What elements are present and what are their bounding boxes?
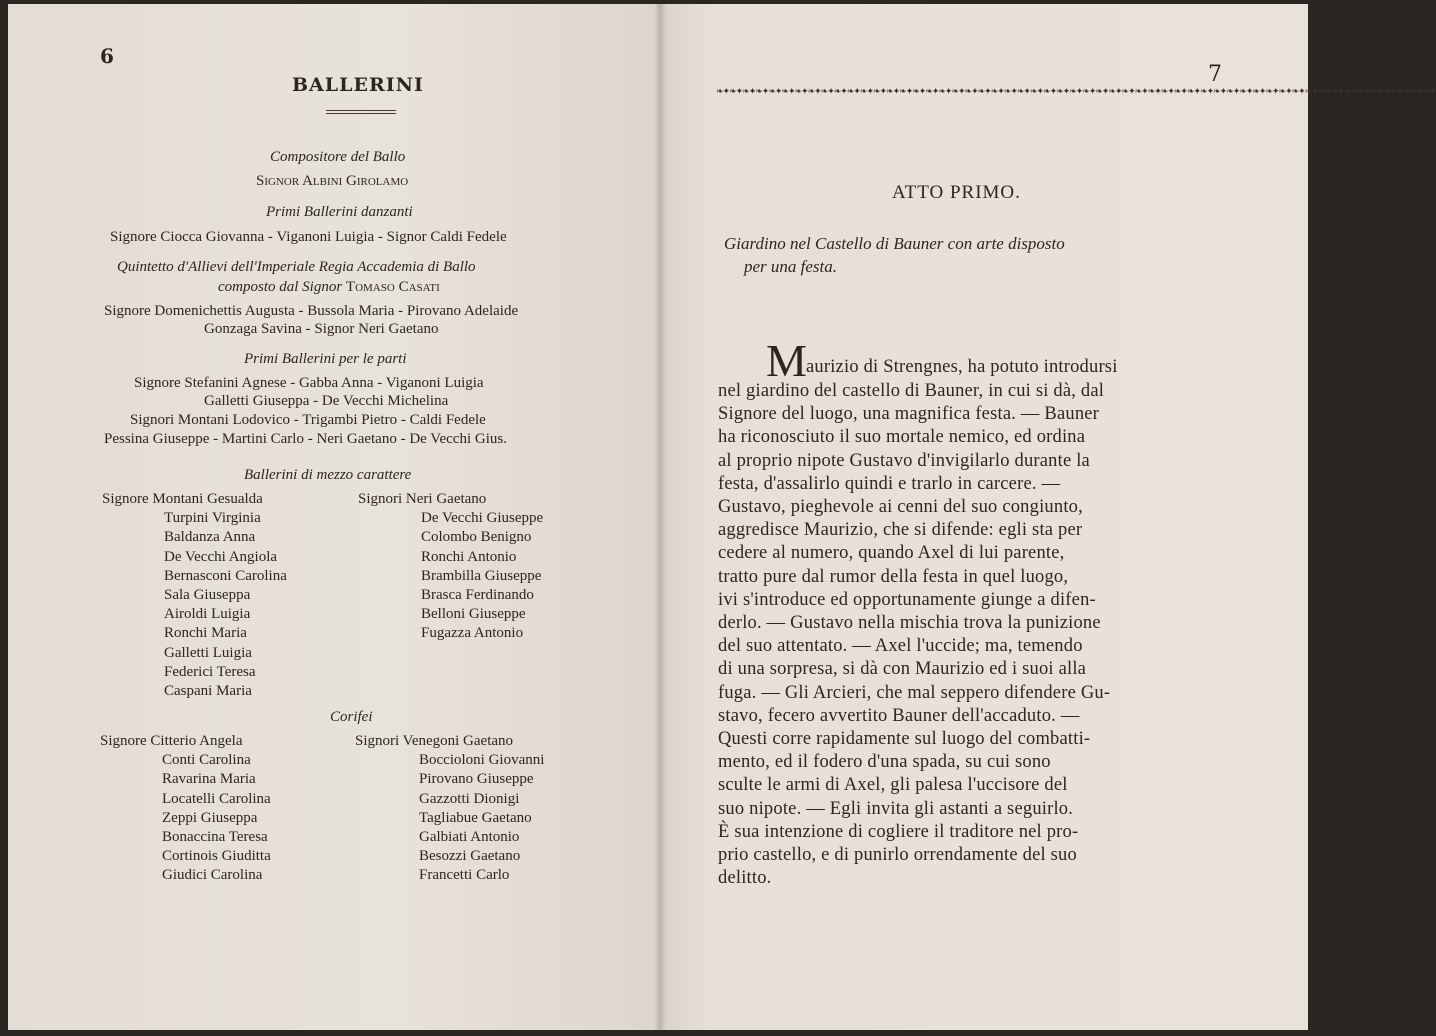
corifeo-name: Boccioloni Giovanni [419, 752, 545, 769]
heading-rule [326, 110, 396, 116]
dancer-name: Federici Teresa [164, 663, 256, 680]
body-line: di una sorpresa, si dà con Maurizio ed i suoi alla [718, 659, 1087, 680]
body-line: ha riconosciuto il suo mortale nemico, ed ordina [718, 427, 1086, 448]
quintetto-composer-name: Tomaso Casati [345, 279, 440, 295]
body-line: sculte le armi di Axel, gli palesa l'uccisore del [718, 775, 1068, 796]
primi-parti-line: Pessina Giuseppe - Martini Carlo - Neri Gaetano - De Vecchi Gius. [104, 431, 507, 447]
body-line: festa, d'assalirlo quindi e trarlo in carcere. — [718, 473, 1061, 494]
corifeo-name: Signore Citterio Angela [100, 733, 243, 749]
primi-danzanti-line: Signore Ciocca Giovanna - Viganoni Luigia - Signor Caldi Fedele [110, 229, 507, 245]
dancer-name: Fugazza Antonio [421, 625, 524, 642]
corifeo-name: Giudici Carolina [162, 867, 263, 884]
corifeo-name: Tagliabue Gaetano [419, 809, 532, 826]
quintetto-composed-by: composto dal Signor [218, 279, 343, 295]
scene-description-1: Giardino nel Castello di Bauner con arte disposto [724, 234, 1065, 253]
page-number-right: 7 [1208, 62, 1222, 87]
dancer-name: De Vecchi Angiola [164, 548, 278, 565]
body-line: tratto pure dal rumor della festa in quel luogo, [718, 566, 1069, 587]
page-number-left: 6 [100, 44, 114, 68]
dancer-name: Sala Giuseppa [164, 587, 251, 603]
dancer-name: De Vecchi Giuseppe [421, 510, 544, 527]
book-gutter [654, 4, 666, 1030]
body-line: Signore del luogo, una magnifica festa. — Bauner [718, 404, 1100, 425]
body-line: aggredisce Maurizio, che si difende: egli sta per [718, 520, 1083, 541]
body-line: al proprio nipote Gustavo d'invigilarlo durante la [718, 450, 1090, 471]
dancer-name: Signori Neri Gaetano [358, 491, 487, 507]
corifeo-name: Besozzi Gaetano [419, 848, 521, 865]
primi-parti-label: Primi Ballerini per le parti [244, 351, 407, 367]
body-line: fuga. — Gli Arcieri, che mal seppero difendere Gu- [718, 682, 1111, 703]
act-title: ATTO PRIMO. [892, 182, 1021, 203]
corifeo-name: Zeppi Giuseppa [162, 809, 258, 826]
body-line: derlo. — Gustavo nella mischia trova la punizione [718, 613, 1101, 633]
corifeo-name: Conti Carolina [162, 752, 251, 769]
dancer-name: Airoldi Luigia [164, 606, 251, 623]
body-line: Gustavo, pieghevole ai cenni del suo congiunto, [718, 497, 1083, 517]
body-line: stavo, fecero avvertito Bauner dell'accaduto. — [718, 705, 1080, 726]
body-line: nel giardino del castello di Bauner, in cui si dà, dal [718, 381, 1105, 401]
corifeo-name: Pirovano Giuseppe [419, 771, 534, 788]
dancer-name: Bernasconi Carolina [164, 567, 287, 584]
ornamental-border: ❧✦❧✦❧✦❧✦❧✦❧✦❧✦❧✦❧✦❧✦❧✦❧✦❧✦❧✦❧✦❧✦❧✦❧✦❧✦❧✦❧✦❧✦❧✦❧✦❧✦❧✦❧✦❧✦❧✦❧✦❧✦❧✦❧✦❧✦❧✦❧✦❧✦❧✦❧✦❧✦❧✦❧✦❧✦❧✦❧✦❧✦❧✦❧✦❧✦❧✦❧✦❧✦❧✦❧✦❧✦ [716, 87, 1436, 97]
dancer-name: Signore Montani Gesualda [102, 491, 263, 507]
dancer-name: Baldanza Anna [164, 529, 256, 546]
body-line: suo nipote. — Egli invita gli astanti a seguirlo. [718, 798, 1074, 819]
dancer-name: Turpini Virginia [164, 510, 261, 527]
body-line: delitto. [718, 868, 772, 889]
mezzo-label: Ballerini di mezzo carattere [244, 467, 412, 483]
quintetto-members-1: Signore Domenichettis Augusta - Bussola Maria - Pirovano Adelaide [104, 303, 519, 319]
body-line: mento, ed il fodero d'una spada, su cui sono [718, 752, 1051, 773]
corifeo-name: Francetti Carlo [419, 867, 510, 884]
dancer-name: Brambilla Giuseppe [421, 567, 542, 584]
dancer-name: Caspani Maria [164, 683, 252, 699]
drop-cap: M [766, 335, 807, 386]
body-line: cedere al numero, quando Axel di lui parente, [718, 543, 1065, 564]
corifeo-name: Gazzotti Dionigi [419, 790, 520, 807]
dancer-name: Brasca Ferdinando [421, 587, 534, 603]
corifeo-name: Signori Venegoni Gaetano [355, 733, 514, 749]
primi-parti-line: Galletti Giuseppa - De Vecchi Michelina [204, 393, 449, 409]
corifeo-name: Ravarina Maria [162, 771, 256, 788]
scene-description-2: per una festa. [744, 257, 838, 276]
quintetto-line-2 [218, 278, 440, 296]
body-first-line: aurizio di Strengnes, ha potuto introdursi [806, 357, 1118, 377]
corifeo-name: Bonaccina Teresa [162, 829, 268, 845]
page-heading: BALLERINI [292, 74, 424, 96]
quintetto-line-1: Quintetto d'Allievi dell'Imperiale Regia Accademia di Ballo [117, 259, 476, 275]
corifeo-name: Galbiati Antonio [419, 829, 520, 845]
composer-name: Signor Albini Girolamo [256, 173, 409, 189]
dancer-name: Galletti Luigia [164, 644, 252, 661]
body-line: ivi s'introduce ed opportunamente giunge a difen- [718, 589, 1096, 610]
primi-danzanti-label: Primi Ballerini danzanti [266, 204, 413, 220]
body-line: Questi corre rapidamente sul luogo del combatti- [718, 729, 1091, 749]
dancer-name: Ronchi Antonio [421, 548, 517, 565]
dancer-name: Colombo Benigno [421, 529, 532, 546]
primi-parti-line: Signori Montani Lodovico - Trigambi Pietro - Caldi Fedele [130, 412, 486, 428]
composer-label: Compositore del Ballo [270, 149, 406, 165]
dancer-name: Ronchi Maria [164, 625, 247, 642]
quintetto-members-2: Gonzaga Savina - Signor Neri Gaetano [204, 321, 439, 337]
corifei-label: Corifei [330, 709, 373, 725]
body-line: prio castello, e di punirlo orrendamente del suo [718, 845, 1077, 865]
corifeo-name: Locatelli Carolina [162, 790, 271, 807]
body-line: È sua intenzione di cogliere il traditore nel pro- [718, 821, 1079, 842]
corifeo-name: Cortinois Giuditta [162, 848, 271, 865]
body-line: del suo attentato. — Axel l'uccide; ma, temendo [718, 636, 1083, 657]
primi-parti-line: Signore Stefanini Agnese - Gabba Anna - Viganoni Luigia [134, 375, 484, 391]
dancer-name: Belloni Giuseppe [421, 606, 526, 623]
